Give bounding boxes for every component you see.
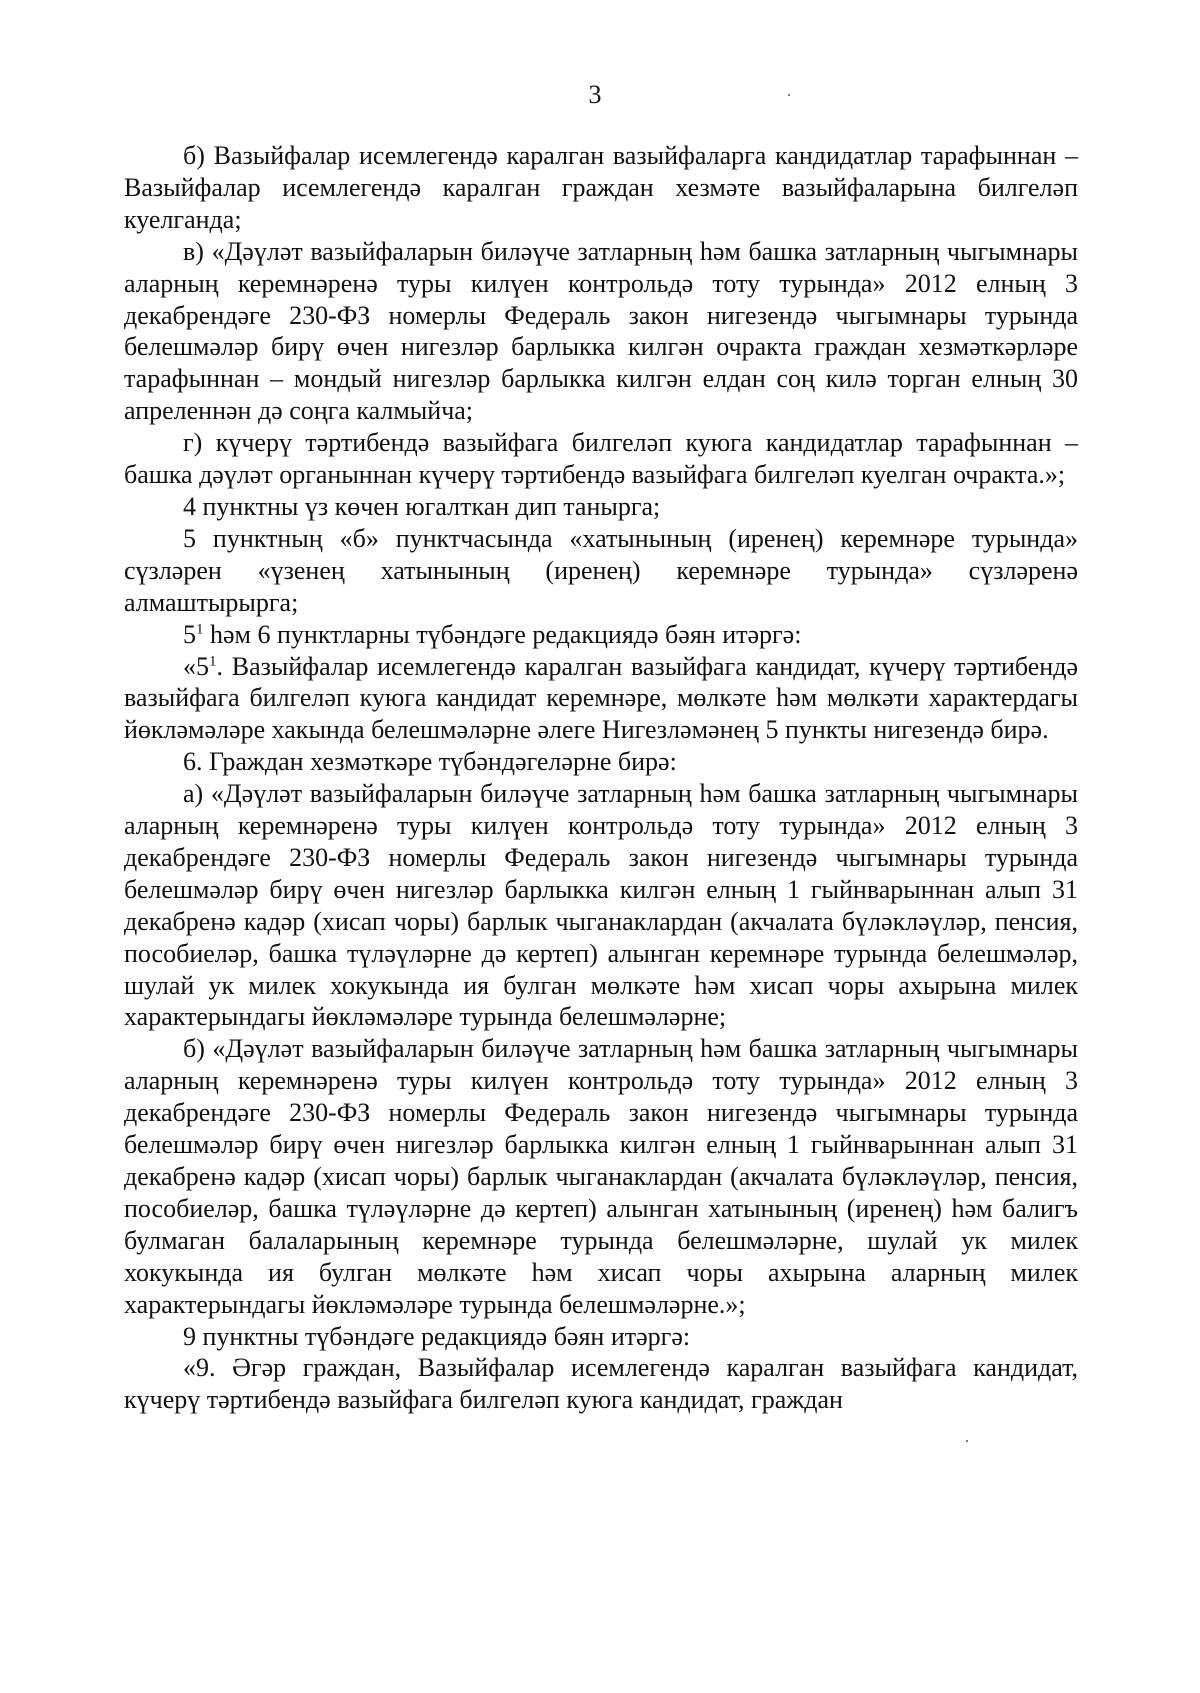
paragraph-b-family-income: б) «Дәүләт вазыйфаларын биләүче затларның һәм башка затларның чыгымнары аларның керемнәренә туры килүен контрольдә тоту турында» 2012 елның 3 декабрендәге 230-ФЗ номерлы Федераль закон нигезендә чыгымнары турында белешмәләр бирү өчен нигезләр барлыкка килгән елның 1 гыйнварыннан алып 31 декабренә кадәр (хисап чоры) барлык чыганаклардан (акчалата бүләкләүләр, пенсия, пособиеләр, башка түләүләрне дә кертеп) алынган хатынының (иренең) һәм балигъ булмаган балаларының керемнәре турында белешмәләрне, шулай ук милек хокукында ия булган мөлкәте һәм хисап чоры ахырына аларның милек характерындагы йөкләмәләре турында белешмәләрне.»; (124, 1034, 1078, 1319)
paragraph-v-civil-servants: в) «Дәүләт вазыйфаларын биләүче затларның һәм башка затларның чыгымнары аларның керемнәренә туры килүен контрольдә тоту турында» 2012 елның 3 декабрендәге 230-ФЗ номерлы Федераль закон нигезендә чыгымнары турында белешмәләр бирү өчен нигезләр барлыкка килгән очракта граждан хезмәткәрләре тарафыннан – мондый нигезләр барлыкка килгән елдан соң килә торган елның 30 апреленнән дә соңга калмыйча; (124, 236, 1078, 426)
superscript: 1 (196, 620, 204, 637)
paragraph-point-4: 4 пунктны үз көчен югалткан дип танырга; (183, 491, 661, 521)
point-number: «5 (183, 651, 209, 681)
paragraph-g-transfer: г) күчерү тәртибендә вазыйфага билгеләп куюга кандидатлар тарафыннан – башка дәүләт органыннан күчерү тәртибендә вазыйфага билгеләп куелган очракта.»; (124, 428, 1078, 490)
scan-speck (788, 94, 790, 96)
paragraph-point-9: 9 пунктны түбәндәге редакциядә бәян итәргә: (183, 1321, 691, 1351)
superscript: 1 (209, 652, 217, 669)
paragraph-point-5-1-text (124, 651, 1078, 747)
paragraph-b-candidates: б) Вазыйфалар исемлегендә каралган вазыйфаларга кандидатлар тарафыннан – Вазыйфалар исемлегендә каралган граждан хезмәте вазыйфаларына билгеләп куелганда; (124, 141, 1078, 234)
point-number: 5 (183, 619, 196, 649)
paragraph-text: һәм 6 пунктларны түбәндәге редакциядә бәян итәргә: (203, 619, 802, 649)
paragraph-point-9-text: «9. Әгәр граждан, Вазыйфалар исемлегендә каралган вазыйфага кандидат, күчерү тәртибендә вазыйфага билгеләп куюга кандидат, граждан (124, 1353, 1078, 1415)
page-number: 3 (588, 80, 602, 109)
paragraph-a-own-income: а) «Дәүләт вазыйфаларын биләүче затларның һәм башка затларның чыгымнары аларның керемнәренә туры килүен контрольдә тоту турында» 2012 елның 3 декабрендәге 230-ФЗ номерлы Федераль закон нигезендә чыгымнары турында белешмәләр бирү өчен нигезләр барлыкка килгән елның 1 гыйнварыннан алып 31 декабренә кадәр (хисап чоры) барлык чыганаклардан (акчалата бүләкләүләр, пенсия, пособиеләр, башка түләүләрне дә кертеп) алынган керемнәре турында белешмәләр, шулай ук милек хокукында ия булган мөлкәте һәм хисап чоры ахырына милек характерындагы йөкләмәләре турында белешмәләрне; (124, 779, 1078, 1032)
paragraph-point-5: 5 пунктның «б» пунктчасында «хатынының (иренең) керемнәре турында» сүзләрен «үзенең хатынының (иренең) керемнәре турында» сүзләренә алмаштырырга; (124, 523, 1078, 617)
scan-speck (966, 1440, 968, 1442)
paragraph-point-6: 6. Граждан хезмәткәре түбәндәгеләрне бирә: (183, 747, 677, 777)
paragraph-points-5-1-and-6 (124, 619, 1078, 651)
paragraph-text: . Вазыйфалар исемлегендә каралган вазыйфага кандидат, күчерү тәртибендә вазыйфага билгеләп куюга кандидат керемнәре, мөлкәте һәм мөлкәти характердагы йөкләмәләре хакында белешмәләрне әлеге Нигезләмәнең 5 пункты нигезендә бирә. (124, 651, 1078, 745)
document-body (124, 140, 1078, 1416)
